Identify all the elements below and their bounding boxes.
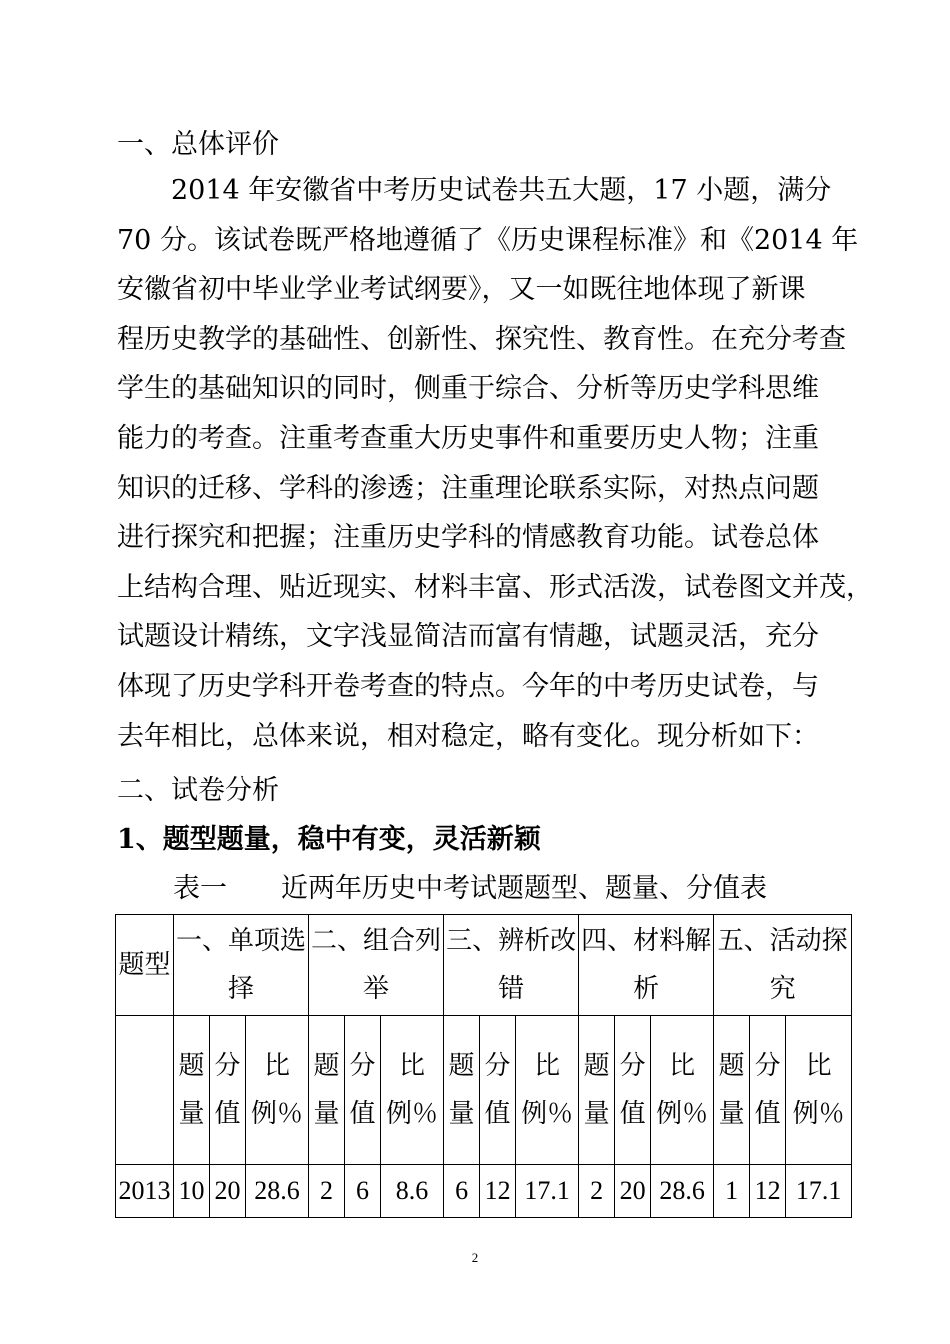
table-row [116,1165,852,1218]
data-cell: 20 [210,1165,246,1218]
section1-heading: 一、总体评价 [117,129,279,160]
paragraph-line: 程历史教学的基础性、创新性、探究性、教育性。在充分考查 [117,323,846,355]
subheader-cell: 比例％ [786,1016,852,1165]
subheader-cell: 比例％ [381,1016,444,1165]
subheader-cell: 分值 [750,1016,786,1165]
type-header-cell: 二、组合列举 [309,915,444,1016]
subheader-cell: 分值 [345,1016,381,1165]
data-cell: 20 [615,1165,651,1218]
subheader-cell: 题量 [579,1016,615,1165]
paragraph-line: 学生的基础知识的同时，侧重于综合、分析等历史学科思维 [117,373,819,405]
table-caption: 表一 近两年历史中考试题题型、题量、分值表 [173,873,767,904]
paragraph-line: 去年相比，总体来说，相对稳定，略有变化。现分析如下： [117,720,819,752]
data-cell: 12 [750,1165,786,1218]
data-cell: 28.6 [651,1165,714,1218]
table-subheader-row [116,1016,852,1165]
subheader-cell: 题量 [174,1016,210,1165]
subheader-cell: 题量 [444,1016,480,1165]
type-header-cell: 四、材料解析 [579,915,714,1016]
paragraph-line: 上结构合理、贴近现实、材料丰富、形式活泼，试卷图文并茂， [117,571,873,603]
data-cell: 6 [444,1165,480,1218]
data-cell: 2 [309,1165,345,1218]
question-type-table [115,914,852,1218]
type-header-cell: 一、单项选择 [174,915,309,1016]
data-cell: 8.6 [381,1165,444,1218]
data-cell: 6 [345,1165,381,1218]
data-cell: 1 [714,1165,750,1218]
year-cell: 2013 [116,1165,174,1218]
paragraph-line: 知识的迁移、学科的渗透；注重理论联系实际，对热点问题 [117,472,819,504]
type-header-cell: 三、辨析改错 [444,915,579,1016]
row-header-cell: 题型 [116,915,174,1016]
data-cell: 10 [174,1165,210,1218]
data-cell: 12 [480,1165,516,1218]
data-cell: 2 [579,1165,615,1218]
paragraph-line: 进行探究和把握；注重历史学科的情感教育功能。试卷总体 [117,522,819,554]
type-header-cell: 五、活动探究 [714,915,852,1016]
subsection1-heading: 1、题型题量，稳中有变，灵活新颖 [117,824,541,855]
paragraph-line: 试题设计精练，文字浅显简洁而富有情趣，试题灵活，充分 [117,621,819,653]
data-cell: 28.6 [246,1165,309,1218]
table-header-row [116,915,852,1016]
data-cell: 17.1 [516,1165,579,1218]
paragraph-line: 安徽省初中毕业学业考试纲要》，又一如既往地体现了新课 [117,274,806,306]
subheader-cell: 比例％ [246,1016,309,1165]
intro-paragraph [117,166,873,761]
subheader-cell: 比例％ [516,1016,579,1165]
data-cell: 17.1 [786,1165,852,1218]
subheader-cell: 比例％ [651,1016,714,1165]
paragraph-line: 2014 年安徽省中考历史试卷共五大题，17 小题，满分 [117,175,832,206]
paragraph-line: 体现了历史学科开卷考查的特点。今年的中考历史试卷，与 [117,670,819,702]
paragraph-line: 能力的考查。注重考查重大历史事件和重要历史人物；注重 [117,422,819,454]
page-number: 2 [471,1250,479,1265]
subheader-cell: 分值 [480,1016,516,1165]
subheader-cell: 分值 [210,1016,246,1165]
subheader-cell: 分值 [615,1016,651,1165]
section2-heading: 二、试卷分析 [117,775,279,806]
subheader-cell: 题量 [309,1016,345,1165]
paragraph-line: 70 分。该试卷既严格地遵循了《历史课程标准》和《2014 年 [117,224,859,256]
empty-cell [116,1016,174,1165]
subheader-cell: 题量 [714,1016,750,1165]
